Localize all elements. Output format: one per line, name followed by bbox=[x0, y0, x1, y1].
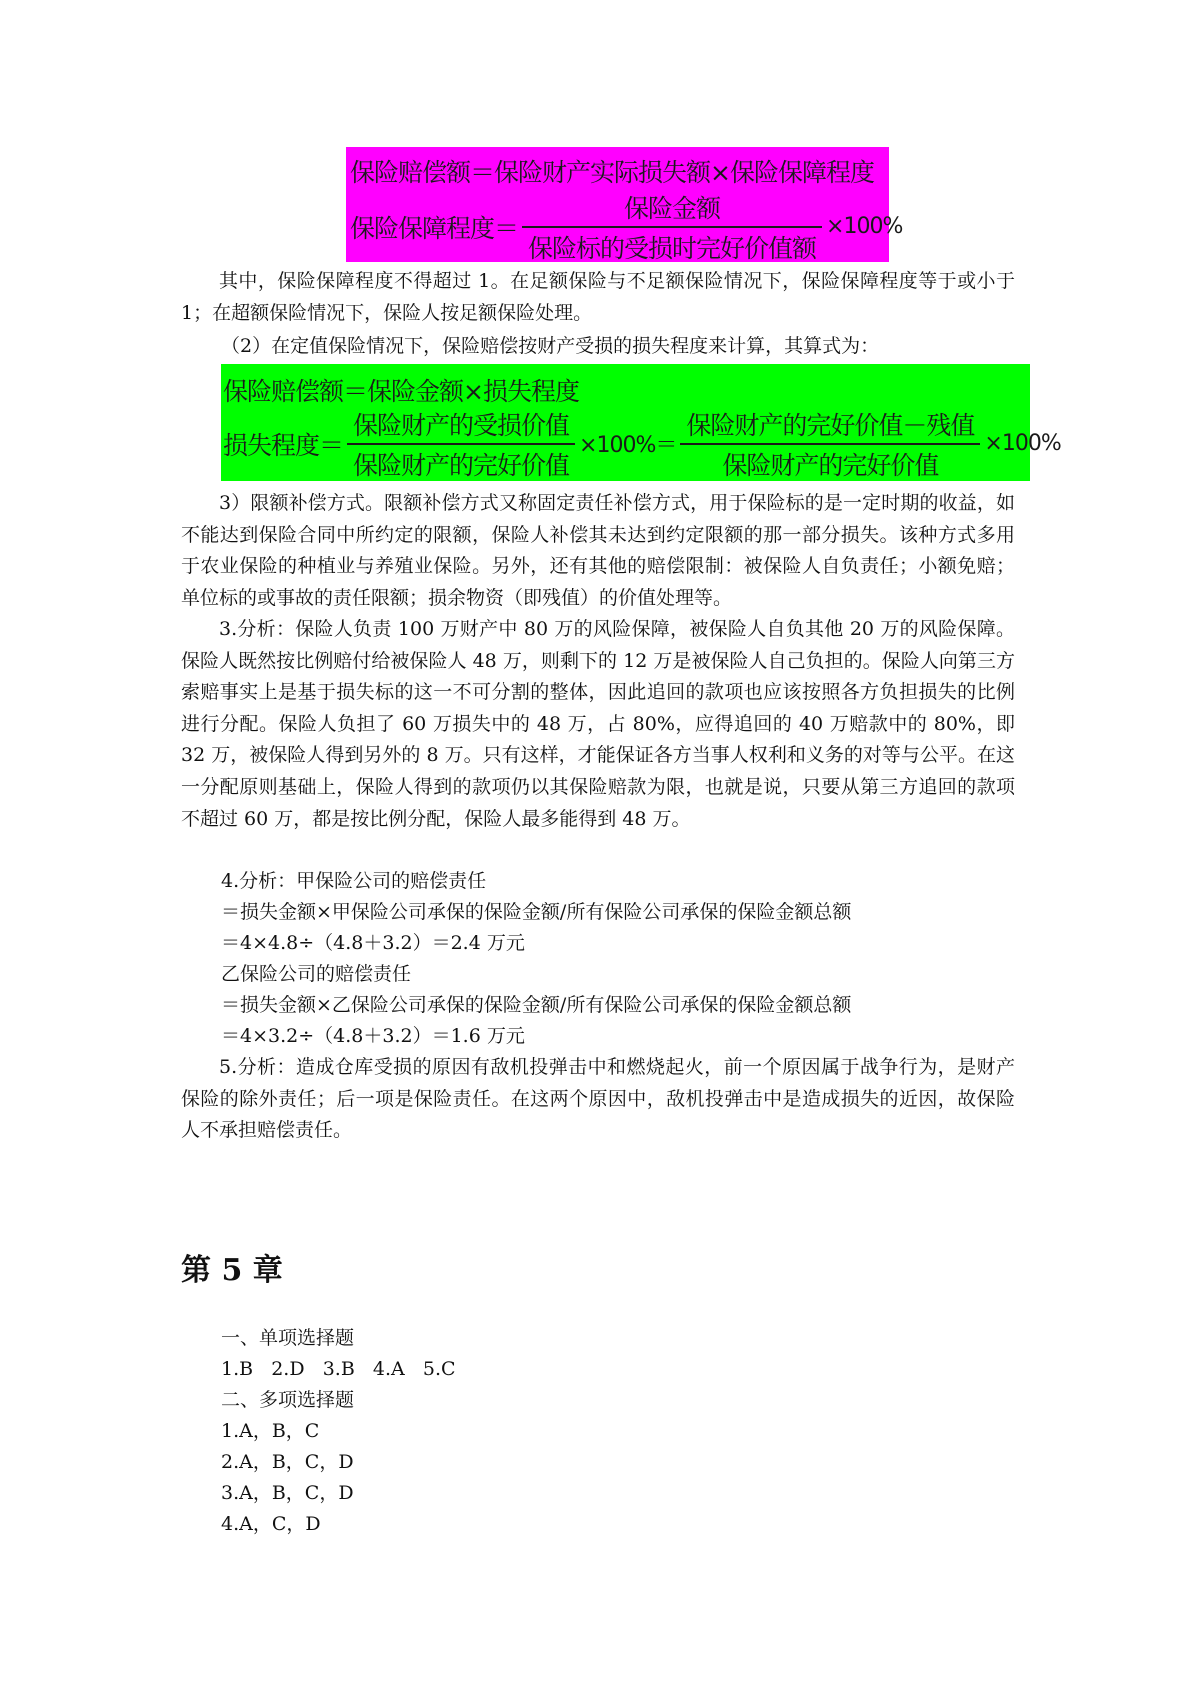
formula-text: 损失程度＝ bbox=[223, 430, 344, 460]
analysis-line: 乙保险公司的赔偿责任 bbox=[221, 963, 412, 985]
paragraph: （2）在定值保险情况下，保险赔偿按财产受损的损失程度来计算，其算式为： bbox=[221, 335, 880, 357]
paragraph: 其中，保险保障程度不得超过 1。在足额保险与不足额保险情况下，保险保障程度等于或小于 1；在超额保险情况下，保险人按足额保险处理。 bbox=[181, 270, 1015, 324]
answer-line: 4.A，C，D bbox=[221, 1513, 321, 1535]
formula-fraction bbox=[347, 406, 575, 482]
formula-percent: ×100% bbox=[984, 431, 1061, 457]
formula-text: 保险赔偿额＝保险财产实际损失额×保险保障程度 bbox=[350, 158, 874, 187]
formula-line bbox=[350, 153, 874, 189]
formula-percent: ×100%＝ bbox=[579, 433, 677, 459]
formula-text: 保险赔偿额＝保险金额×损失程度 bbox=[223, 377, 579, 406]
chapter-title: 第 5 章 bbox=[181, 1253, 283, 1288]
answer-line: 1.A，B，C bbox=[221, 1420, 320, 1442]
formula-fraction bbox=[522, 189, 822, 265]
fraction-numerator: 保险财产的完好价值－残值 bbox=[686, 411, 975, 440]
fraction-numerator: 保险财产的受损价值 bbox=[353, 411, 570, 440]
analysis-line: 4.分析：甲保险公司的赔偿责任 bbox=[221, 870, 487, 892]
analysis-line: ＝损失金额×甲保险公司承保的保险金额/所有保险公司承保的保险金额总额 bbox=[221, 901, 852, 923]
answer-line: 3.A，B，C，D bbox=[221, 1482, 354, 1504]
analysis-line: ＝损失金额×乙保险公司承保的保险金额/所有保险公司承保的保险金额总额 bbox=[221, 994, 852, 1016]
formula-percent: ×100% bbox=[826, 214, 903, 240]
answer-line: 一、单项选择题 bbox=[221, 1327, 355, 1349]
analysis-line: ＝4×3.2÷（4.8＋3.2）＝1.6 万元 bbox=[221, 1025, 525, 1047]
formula-text: 保险保障程度＝ bbox=[350, 213, 519, 243]
formula-line bbox=[223, 406, 1061, 482]
formula-fraction bbox=[680, 406, 980, 482]
fraction-numerator: 保险金额 bbox=[624, 194, 721, 223]
fraction-denominator: 保险标的受损时完好价值额 bbox=[528, 233, 817, 263]
answer-line: 二、多项选择题 bbox=[221, 1389, 355, 1411]
paragraph: 3）限额补偿方式。限额补偿方式又称固定责任补偿方式，用于保险标的是一定时期的收益，如不能达到保险合同中所约定的限额，保险人补偿其未达到约定限额的那一部分损失。该种方式多用于农业保险的种植业与养殖业保险。另外，还有其他的赔偿限制：被保险人自负责任；小额免赔；单位标的或事故的责任限额；损余物资（即残值）的价值处理等。 bbox=[181, 492, 1015, 609]
paragraph: 3.分析：保险人负责 100 万财产中 80 万的风险保障，被保险人自负其他 20 万的风险保障。保险人既然按比例赔付给被保险人 48 万，则剩下的 12 万是被保险人自己负担的。保险人向第三方索赔事实上是基于损失标的这一不可分割的整体，因此追回的款项也应该按照各方负担损失的比例进行分配。保险人负担了 60 万损失中的 48 万，占 80%，应得追回的 40 万赔款中的 80%，即 32 万，被保险人得到另外的 8 万。只有这样，才能保证各方当事人权利和义务的对等与公平。在这一分配原则基础上，保险人得到的款项仍以其保险赔款为限，也就是说，只要从第三方追回的款项不超过 60 万，都是按比例分配，保险人最多能得到 48 万。 bbox=[181, 618, 1015, 830]
formula-box-loss-degree bbox=[221, 364, 1061, 481]
analysis-line: ＝4×4.8÷（4.8＋3.2）＝2.4 万元 bbox=[221, 932, 525, 954]
answer-line: 1.B 2.D 3.B 4.A 5.C bbox=[221, 1358, 456, 1380]
formula-box-indemnity bbox=[346, 147, 903, 263]
formula-line bbox=[350, 189, 902, 265]
answer-line: 2.A，B，C，D bbox=[221, 1451, 354, 1473]
fraction-denominator: 保险财产的完好价值 bbox=[722, 450, 939, 480]
fraction-denominator: 保险财产的完好价值 bbox=[353, 450, 570, 480]
paragraph: 5.分析：造成仓库受损的原因有敌机投弹击中和燃烧起火，前一个原因属于战争行为，是财产保险的除外责任；后一项是保险责任。在这两个原因中，敌机投弹击中是造成损失的近因，故保险人不承担赔偿责任。 bbox=[181, 1056, 1015, 1142]
formula-line bbox=[223, 372, 579, 408]
